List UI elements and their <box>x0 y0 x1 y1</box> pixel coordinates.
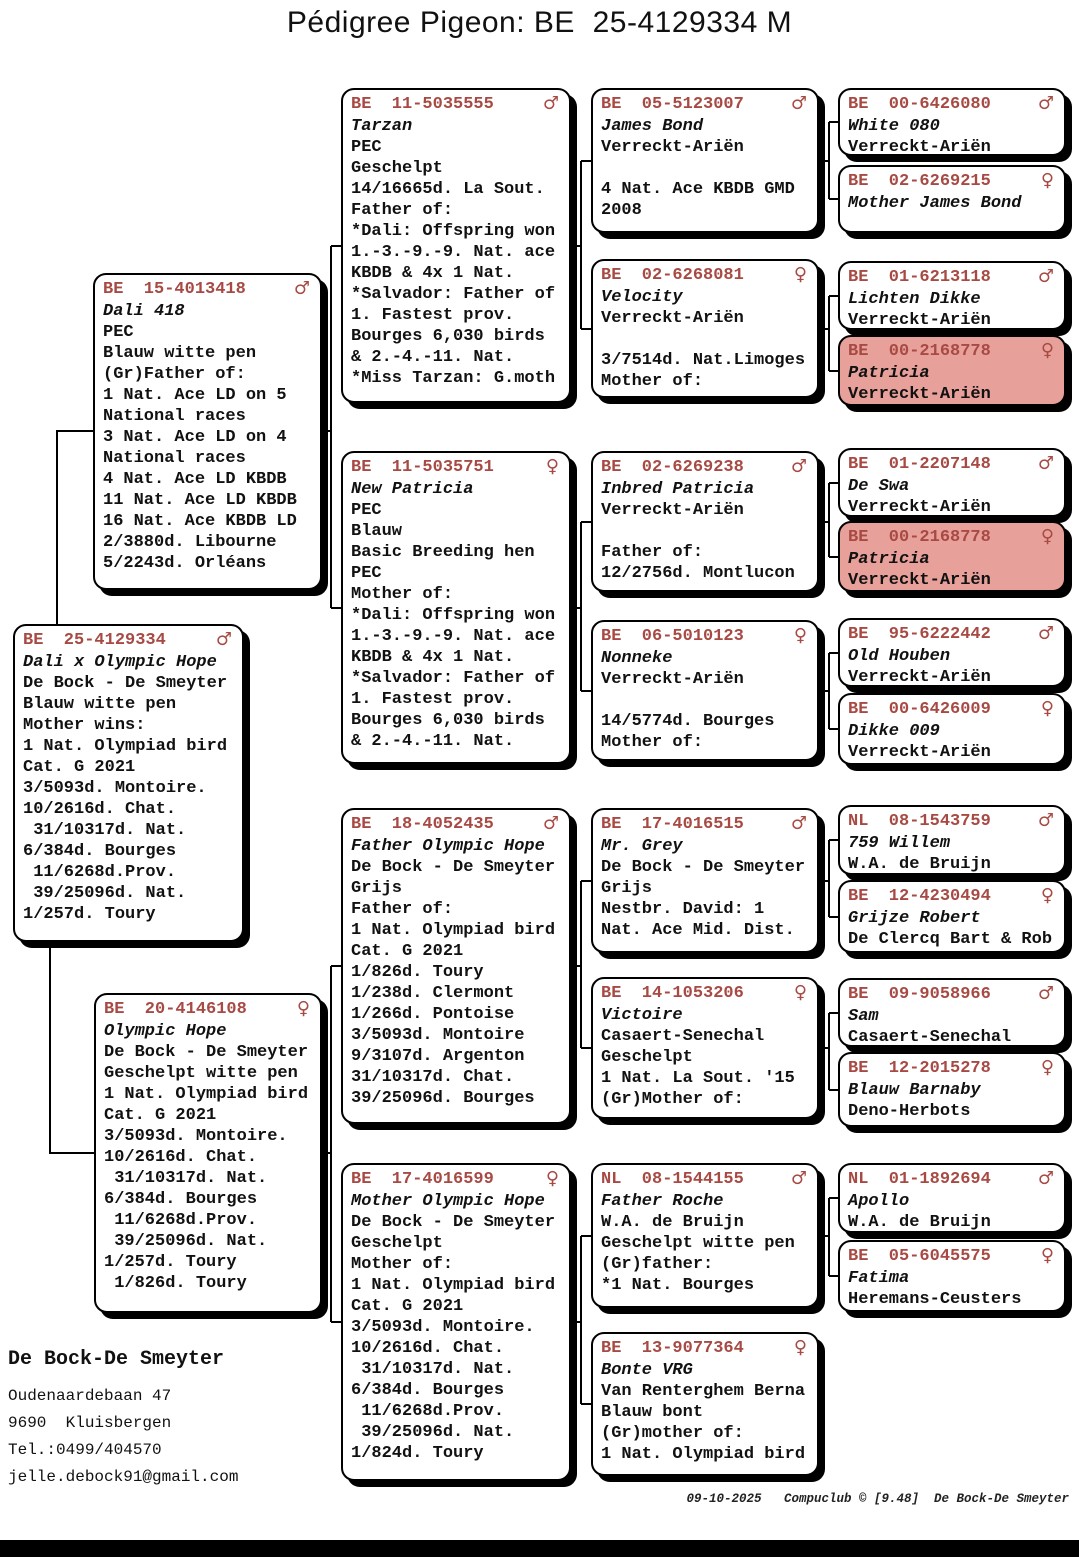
box-header <box>846 169 1062 193</box>
pedigree-box-old-houben <box>838 618 1066 687</box>
box-text-line: Nat. Ace Mid. Dist. <box>601 921 795 940</box>
page-title: Pédigree Pigeon: BE 25-4129334 M <box>286 6 793 39</box>
ring-number: BE 25-4129334 <box>23 631 166 650</box>
pigeon-name: Grijze Robert <box>848 909 981 928</box>
female-symbol-icon: ♀ <box>1040 1057 1054 1078</box>
box-header <box>846 92 1062 116</box>
female-symbol-icon: ♀ <box>1040 340 1054 361</box>
box-text-line: KBDB & 4x 1 Nat. <box>351 264 515 283</box>
male-symbol-icon: ♂ <box>790 1168 807 1189</box>
female-symbol-icon: ♀ <box>1040 885 1054 906</box>
box-text-line: 3 Nat. Ace LD on 4 <box>103 428 287 447</box>
box-text-line: 39/25096d. Nat. <box>351 1423 515 1442</box>
pedigree-box-inbred-patricia <box>591 451 819 592</box>
pigeon-name: Inbred Patricia <box>601 480 755 499</box>
pigeon-name: De Swa <box>848 477 910 496</box>
box-text-line <box>599 521 815 542</box>
box-text-line: Grijs <box>601 879 653 898</box>
box-text-line: Father of: <box>351 900 454 919</box>
box-text-line: 11/6268d.Prov. <box>23 863 177 882</box>
box-text-line: 10/2616d. Chat. <box>23 800 177 819</box>
pigeon-name: Sam <box>848 1007 879 1026</box>
male-symbol-icon: ♂ <box>790 456 807 477</box>
box-text-line: 1/238d. Clermont <box>351 984 515 1003</box>
box-text-line <box>599 329 815 350</box>
box-text-line: Verreckt-Ariën <box>848 668 991 687</box>
box-text-line: De Bock - De Smeyter <box>351 1213 556 1232</box>
box-text-line: 1.-3.-9.-9. Nat. ace <box>351 243 556 262</box>
pedigree-box-759-willem <box>838 805 1066 875</box>
female-symbol-icon: ♀ <box>1040 1245 1054 1266</box>
pedigree-box-new-patricia <box>341 451 571 764</box>
box-text-line: De Clercq Bart & Rob <box>848 930 1053 949</box>
pedigree-box-father-roche <box>591 1163 819 1308</box>
box-header <box>599 1336 815 1360</box>
box-text-line: *Dali: Offspring won <box>351 222 556 241</box>
box-text-line: Verreckt-Ariën <box>601 501 744 520</box>
box-text-line: 16 Nat. Ace KBDB LD <box>103 512 297 531</box>
box-header <box>846 697 1062 721</box>
box-header <box>349 92 567 116</box>
box-header <box>599 455 815 479</box>
box-header <box>101 277 318 301</box>
box-text-line: 10/2616d. Chat. <box>351 1339 505 1358</box>
pedigree-box-victoire <box>591 977 819 1119</box>
pigeon-name: Tarzan <box>351 117 413 136</box>
box-header <box>599 92 815 116</box>
box-text-line: 1 Nat. Olympiad bird <box>351 1276 556 1295</box>
box-text-line: Blauw <box>351 522 403 541</box>
box-text-line: Blauw witte pen <box>103 344 257 363</box>
box-text-line: Heremans-Ceusters <box>848 1290 1022 1309</box>
box-text-line: 31/10317d. Nat. <box>104 1169 268 1188</box>
box-header <box>846 809 1062 833</box>
ring-number: BE 17-4016599 <box>351 1170 494 1189</box>
pigeon-name: Old Houben <box>848 647 951 666</box>
ring-number: BE 95-6222442 <box>848 625 991 644</box>
ring-number: BE 13-9077364 <box>601 1339 744 1358</box>
box-text-line: Father of: <box>351 201 454 220</box>
female-symbol-icon: ♀ <box>1040 698 1054 719</box>
male-symbol-icon: ♂ <box>293 278 310 299</box>
box-header <box>102 997 318 1021</box>
ring-number: BE 02-6269215 <box>848 172 991 191</box>
box-text-line: 2008 <box>601 201 642 220</box>
box-text-line: Blauw bont <box>601 1403 704 1422</box>
box-text-line: 3/7514d. Nat.Limoges <box>601 351 806 370</box>
box-text-line: (Gr)Mother of: <box>601 1090 744 1109</box>
ring-number: BE 00-2168778 <box>848 528 991 547</box>
box-text-line: W.A. de Bruijn <box>848 1213 991 1232</box>
box-header <box>349 812 567 836</box>
pedigree-box-fatima <box>838 1240 1066 1312</box>
pigeon-name: Nonneke <box>601 649 673 668</box>
pigeon-name: Father Olympic Hope <box>351 837 545 856</box>
box-text-line: Geschelpt <box>351 1234 443 1253</box>
box-text-line <box>599 690 815 711</box>
box-text-line: Basic Breeding hen <box>351 543 535 562</box>
male-symbol-icon: ♂ <box>1037 93 1054 114</box>
box-header <box>599 624 815 648</box>
box-text-line: 1/826d. Toury <box>351 963 484 982</box>
ring-number: BE 05-6045575 <box>848 1247 991 1266</box>
box-text-line: Verreckt-Ariën <box>848 571 991 590</box>
box-text-line: 12/2756d. Montlucon <box>601 564 795 583</box>
pigeon-name: Mother James Bond <box>848 194 1022 213</box>
box-text-line: Casaert-Senechal <box>601 1027 765 1046</box>
box-text-line: Verreckt-Ariën <box>848 138 991 156</box>
male-symbol-icon: ♂ <box>215 629 232 650</box>
ring-number: NL 01-1892694 <box>848 1170 991 1189</box>
male-symbol-icon: ♂ <box>790 813 807 834</box>
box-text-line: Bourges 6,030 birds <box>351 711 545 730</box>
box-text-line: Mother of: <box>601 372 704 391</box>
box-text-line: Geschelpt witte pen <box>601 1234 795 1253</box>
box-header <box>846 1056 1062 1080</box>
box-header <box>846 982 1062 1006</box>
female-symbol-icon: ♀ <box>1040 170 1054 191</box>
ring-number: BE 00-2168778 <box>848 342 991 361</box>
box-text-line: De Bock - De Smeyter <box>601 858 806 877</box>
pigeon-name: Velocity <box>601 288 683 307</box>
ring-number: BE 00-6426080 <box>848 95 991 114</box>
box-text-line: 39/25096d. Bourges <box>351 1089 535 1108</box>
pedigree-box-subject <box>13 624 244 942</box>
ring-number: BE 11-5035555 <box>351 95 494 114</box>
box-text-line: De Bock - De Smeyter <box>104 1043 309 1062</box>
box-text-line: 31/10317d. Chat. <box>351 1068 515 1087</box>
box-text-line: Verreckt-Ariën <box>848 743 991 762</box>
male-symbol-icon: ♂ <box>1037 453 1054 474</box>
male-symbol-icon: ♂ <box>1037 983 1054 1004</box>
pigeon-name: Dali x Olympic Hope <box>23 653 217 672</box>
pedigree-box-father-olympic-hope <box>341 808 571 1124</box>
box-text-line: Grijs <box>351 879 403 898</box>
box-text-line <box>599 158 815 179</box>
box-text-line: & 2.-4.-11. Nat. <box>351 348 515 367</box>
box-text-line: & 2.-4.-11. Nat. <box>351 732 515 751</box>
box-text-line: Verreckt-Ariën <box>848 385 991 404</box>
pigeon-name: New Patricia <box>351 480 474 499</box>
box-text-line: *Dali: Offspring won <box>351 606 556 625</box>
box-text-line: National races <box>103 407 246 426</box>
box-text-line: 1 Nat. La Sout. '15 <box>601 1069 795 1088</box>
box-header <box>846 1244 1062 1268</box>
ring-number: BE 06-5010123 <box>601 627 744 646</box>
box-text-line: 1. Fastest prov. <box>351 306 515 325</box>
box-text-line: Mother of: <box>601 733 704 752</box>
box-text-line: 1/266d. Pontoise <box>351 1005 515 1024</box>
box-text-line: 1/826d. Toury <box>104 1274 247 1293</box>
box-text-line: KBDB & 4x 1 Nat. <box>351 648 515 667</box>
pigeon-name: Victoire <box>601 1006 683 1025</box>
box-text-line: Geschelpt witte pen <box>104 1064 298 1083</box>
box-header <box>846 339 1062 363</box>
pedigree-box-mother-olympic-hope <box>341 1163 571 1481</box>
owner-city: 9690 Kluisbergen <box>8 1414 172 1432</box>
box-header <box>21 628 240 652</box>
pedigree-box-velocity <box>591 259 819 398</box>
box-text-line: 6/384d. Bourges <box>351 1381 505 1400</box>
pigeon-name: Mother Olympic Hope <box>351 1192 545 1211</box>
pedigree-box-tarzan <box>341 88 571 403</box>
male-symbol-icon: ♂ <box>1037 623 1054 644</box>
box-text-line: Mother of: <box>351 1255 454 1274</box>
male-symbol-icon: ♂ <box>1037 266 1054 287</box>
male-symbol-icon: ♂ <box>542 813 559 834</box>
box-text-line: 1/257d. Toury <box>104 1253 237 1272</box>
male-symbol-icon: ♂ <box>1037 1168 1054 1189</box>
pedigree-box-mother <box>94 993 322 1313</box>
ring-number: BE 17-4016515 <box>601 815 744 834</box>
box-text-line: 4 Nat. Ace LD KBDB <box>103 470 287 489</box>
box-header <box>846 525 1062 549</box>
box-text-line: Verreckt-Ariën <box>601 670 744 689</box>
print-credit: 09-10-2025 Compuclub © [9.48] De Bock-De Smeyter <box>686 1492 1069 1506</box>
pigeon-name: Dali 418 <box>103 302 185 321</box>
ring-number: BE 14-1053206 <box>601 984 744 1003</box>
ring-number: BE 11-5035751 <box>351 458 494 477</box>
box-text-line: 1 Nat. Olympiad bird <box>104 1085 309 1104</box>
box-text-line: Geschelpt <box>351 159 443 178</box>
box-text-line: 14/5774d. Bourges <box>601 712 775 731</box>
ring-number: BE 15-4013418 <box>103 280 246 299</box>
box-text-line: Verreckt-Ariën <box>601 309 744 328</box>
pigeon-name: Patricia <box>848 364 930 383</box>
ring-number: NL 08-1543759 <box>848 812 991 831</box>
box-text-line: 11 Nat. Ace LD KBDB <box>103 491 297 510</box>
male-symbol-icon: ♂ <box>1037 810 1054 831</box>
box-text-line: Blauw witte pen <box>23 695 177 714</box>
pigeon-name: Dikke 009 <box>848 722 940 741</box>
pigeon-name: 759 Willem <box>848 834 951 853</box>
box-text-line: 31/10317d. Nat. <box>23 821 187 840</box>
box-text-line: 6/384d. Bourges <box>23 842 177 861</box>
box-text-line: Cat. G 2021 <box>104 1106 217 1125</box>
owner-email: jelle.debock91@gmail.com <box>8 1468 239 1486</box>
box-header <box>349 455 567 479</box>
box-text-line: Verreckt-Ariën <box>848 311 991 330</box>
box-text-line: W.A. de Bruijn <box>848 855 991 874</box>
pedigree-box-james-bond <box>591 88 819 233</box>
box-text-line: Deno-Herbots <box>848 1102 971 1121</box>
pigeon-name: James Bond <box>601 117 704 136</box>
owner-name: De Bock-De Smeyter <box>8 1348 225 1371</box>
box-text-line: 1.-3.-9.-9. Nat. ace <box>351 627 556 646</box>
box-header <box>599 1167 815 1191</box>
box-text-line: 3/5093d. Montoire. <box>23 779 207 798</box>
box-text-line: 14/16665d. La Sout. <box>351 180 545 199</box>
ring-number: BE 18-4052435 <box>351 815 494 834</box>
box-text-line: W.A. de Bruijn <box>601 1213 744 1232</box>
male-symbol-icon: ♂ <box>542 93 559 114</box>
female-symbol-icon: ♀ <box>793 982 807 1003</box>
box-text-line: De Bock - De Smeyter <box>351 858 556 877</box>
pedigree-box-nonneke <box>591 620 819 761</box>
box-header <box>846 1167 1062 1191</box>
pedigree-box-bonte-vrg <box>591 1332 819 1476</box>
box-text-line: 1. Fastest prov. <box>351 690 515 709</box>
box-text-line: 11/6268d.Prov. <box>104 1211 258 1230</box>
box-text-line: 39/25096d. Nat. <box>23 884 187 903</box>
box-text-line: 1 Nat. Ace LD on 5 <box>103 386 287 405</box>
ring-number: BE 12-2015278 <box>848 1059 991 1078</box>
box-text-line: De Bock - De Smeyter <box>23 674 228 693</box>
box-text-line: 5/2243d. Orléans <box>103 554 267 573</box>
box-text-line: Verreckt-Ariën <box>601 138 744 157</box>
box-header <box>599 263 815 287</box>
ring-number: NL 08-1544155 <box>601 1170 744 1189</box>
owner-phone: Tel.:0499/404570 <box>8 1441 162 1459</box>
pedigree-box-white-080 <box>838 88 1066 156</box>
box-text-line: Cat. G 2021 <box>351 1297 464 1316</box>
box-text-line: Father of: <box>601 543 704 562</box>
box-text-line: PEC <box>351 564 382 583</box>
box-text-line: (Gr)mother of: <box>601 1424 744 1443</box>
box-text-line: 1 Nat. Olympiad bird <box>23 737 228 756</box>
female-symbol-icon: ♀ <box>1040 526 1054 547</box>
box-text-line: *Salvador: Father of <box>351 285 556 304</box>
pedigree-box-mother-james-bond <box>838 165 1066 233</box>
box-text-line: 1/824d. Toury <box>351 1444 484 1463</box>
ring-number: BE 00-6426009 <box>848 700 991 719</box>
box-text-line: National races <box>103 449 246 468</box>
pedigree-box-grijze-robert <box>838 880 1066 953</box>
pigeon-name: Apollo <box>848 1192 910 1211</box>
box-text-line: 3/5093d. Montoire <box>351 1026 525 1045</box>
ring-number: BE 09-9058966 <box>848 985 991 1004</box>
female-symbol-icon: ♀ <box>545 1168 559 1189</box>
box-text-line: (Gr)father: <box>601 1255 714 1274</box>
box-text-line: Geschelpt <box>601 1048 693 1067</box>
box-text-line: PEC <box>351 138 382 157</box>
box-header <box>846 452 1062 476</box>
box-text-line: Mother wins: <box>23 716 146 735</box>
box-text-line: Mother of: <box>351 585 454 604</box>
owner-block <box>8 1348 238 1491</box>
box-text-line: 31/10317d. Nat. <box>351 1360 515 1379</box>
box-header <box>599 812 815 836</box>
pedigree-box-lichten-dikke <box>838 261 1066 330</box>
pedigree-box-dikke-009 <box>838 693 1066 765</box>
ring-number: BE 12-4230494 <box>848 887 991 906</box>
box-text-line: 39/25096d. Nat. <box>104 1232 268 1251</box>
pedigree-box-de-swa <box>838 448 1066 517</box>
box-text-line: *Salvador: Father of <box>351 669 556 688</box>
ring-number: BE 01-6213118 <box>848 268 991 287</box>
pedigree-box-patricia-1 <box>838 335 1066 406</box>
box-text-line: Cat. G 2021 <box>23 758 136 777</box>
ring-number: BE 05-5123007 <box>601 95 744 114</box>
pedigree-box-mr-grey <box>591 808 819 953</box>
box-text-line: *1 Nat. Bourges <box>601 1276 755 1295</box>
pigeon-name: Fatima <box>848 1269 910 1288</box>
ring-number: BE 01-2207148 <box>848 455 991 474</box>
female-symbol-icon: ♀ <box>296 998 310 1019</box>
box-text-line: PEC <box>103 323 134 342</box>
box-text-line: 2/3880d. Libourne <box>103 533 277 552</box>
ring-number: BE 02-6269238 <box>601 458 744 477</box>
ring-number: BE 20-4146108 <box>104 1000 247 1019</box>
bottom-black-bar <box>0 1540 1079 1557</box>
box-text-line: 9/3107d. Argenton <box>351 1047 525 1066</box>
box-text-line: 3/5093d. Montoire. <box>351 1318 535 1337</box>
female-symbol-icon: ♀ <box>793 625 807 646</box>
box-header <box>846 884 1062 908</box>
box-text-line: 4 Nat. Ace KBDB GMD <box>601 180 795 199</box>
pedigree-box-blauw-barnaby <box>838 1052 1066 1127</box>
pedigree-box-patricia-2 <box>838 521 1066 592</box>
pigeon-name: Bonte VRG <box>601 1361 693 1380</box>
box-header <box>599 981 815 1005</box>
box-text-line: PEC <box>351 501 382 520</box>
box-header <box>349 1167 567 1191</box>
box-text-line: *Miss Tarzan: G.moth <box>351 369 556 388</box>
pigeon-name: Olympic Hope <box>104 1022 227 1041</box>
female-symbol-icon: ♀ <box>793 1337 807 1358</box>
pigeon-name: Patricia <box>848 550 930 569</box>
pigeon-name: Blauw Barnaby <box>848 1081 981 1100</box>
pigeon-name: Mr. Grey <box>601 837 683 856</box>
box-text-line: 6/384d. Bourges <box>104 1190 258 1209</box>
box-header <box>846 265 1062 289</box>
box-text-line: Nestbr. David: 1 <box>601 900 765 919</box>
male-symbol-icon: ♂ <box>790 93 807 114</box>
box-text-line: 1 Nat. Olympiad bird <box>351 921 556 940</box>
box-header <box>846 622 1062 646</box>
box-text-line: 10/2616d. Chat. <box>104 1148 258 1167</box>
box-text-line: 11/6268d.Prov. <box>351 1402 505 1421</box>
owner-street: Oudenaardebaan 47 <box>8 1387 172 1405</box>
female-symbol-icon: ♀ <box>793 264 807 285</box>
box-text-line: Van Renterghem Berna <box>601 1382 806 1401</box>
box-text-line: Bourges 6,030 birds <box>351 327 545 346</box>
box-text-line: 1/257d. Toury <box>23 905 156 924</box>
box-text-line: (Gr)Father of: <box>103 365 246 384</box>
pedigree-box-father <box>93 273 322 590</box>
female-symbol-icon: ♀ <box>545 456 559 477</box>
pedigree-box-apollo <box>838 1163 1066 1233</box>
pigeon-name: Father Roche <box>601 1192 724 1211</box>
pigeon-name: Lichten Dikke <box>848 290 981 309</box>
box-text-line: Cat. G 2021 <box>351 942 464 961</box>
pedigree-box-sam <box>838 978 1066 1047</box>
ring-number: BE 02-6268081 <box>601 266 744 285</box>
box-text-line: 1 Nat. Olympiad bird <box>601 1445 806 1464</box>
box-text-line: Verreckt-Ariën <box>848 498 991 517</box>
pigeon-name: White 080 <box>848 117 940 136</box>
box-text-line: 3/5093d. Montoire. <box>104 1127 288 1146</box>
box-text-line: Casaert-Senechal <box>848 1028 1012 1047</box>
